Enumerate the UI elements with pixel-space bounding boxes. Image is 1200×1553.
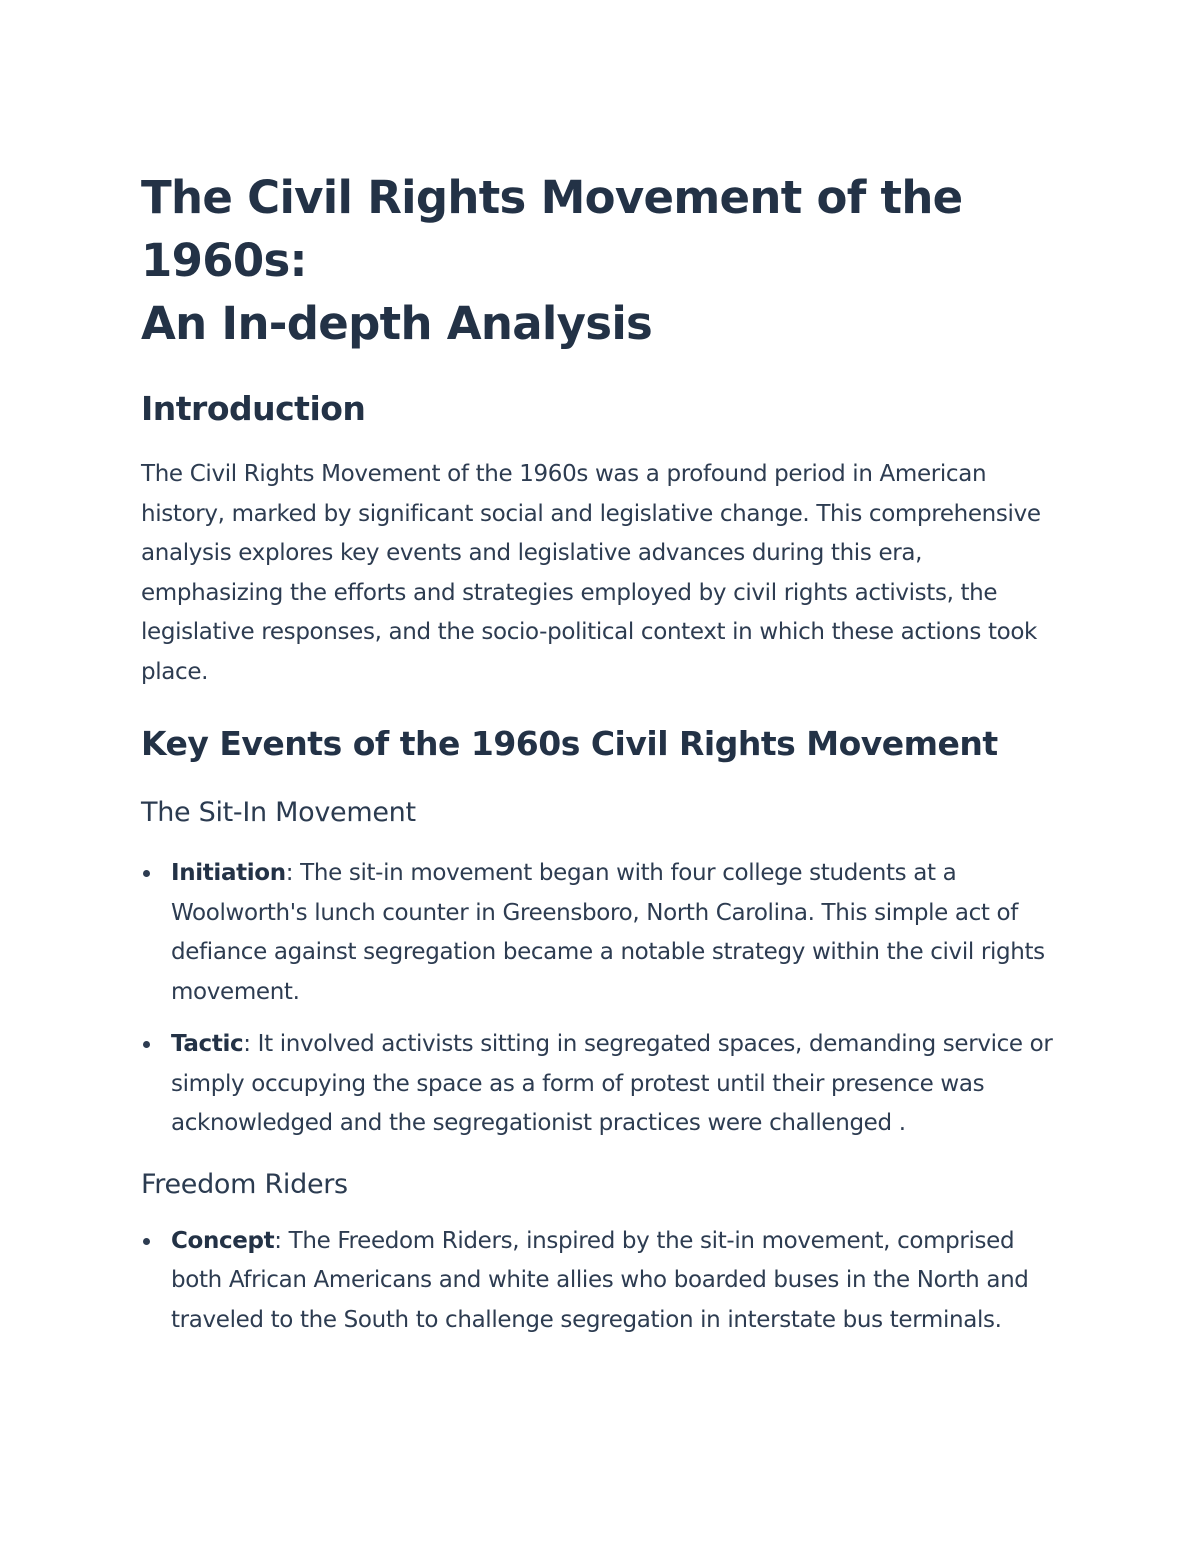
- introduction-paragraph: The Civil Rights Movement of the 1960s was a profound period in American history, marked by significant social and legislative change. This comprehensive analysis explores key events and legislative advances during this era, emphasizing the efforts and strategies employed by civil rights activists, the legislative responses, and the socio-political context in which these actions took place.: [141, 461, 1041, 685]
- bullet-icon: [143, 1041, 150, 1048]
- list-item: [141, 1222, 1066, 1341]
- list-item: [141, 854, 1066, 1012]
- key-events-heading: Key Events of the 1960s Civil Rights Movement: [141, 724, 998, 763]
- sit-in-heading: The Sit-In Movement: [141, 797, 416, 828]
- title-line-1: The Civil Rights Movement of the 1960s:: [141, 171, 963, 287]
- list-item-term: Initiation: [171, 860, 286, 886]
- bullet-icon: [143, 870, 150, 877]
- document-page: [141, 166, 1066, 1340]
- title-line-2: An In-depth Analysis: [141, 297, 653, 350]
- sit-in-list: [141, 854, 1066, 1144]
- list-item-text: : It involved activists sitting in segregated spaces, demanding service or simply occupying the space as a form of protest until their presence was acknowledged and the segregationist practices were challenged .: [171, 1031, 1053, 1136]
- freedom-riders-heading: Freedom Riders: [141, 1168, 348, 1200]
- list-item-text: : The sit-in movement began with four college students at a Woolworth's lunch counter in Greensboro, North Carolina. This simple act of defiance against segregation became a notable strategy within the civil rights movement.: [171, 860, 1045, 1005]
- freedom-riders-list: [141, 1222, 1066, 1341]
- list-item: [141, 1025, 1066, 1144]
- list-item-term: Concept: [171, 1227, 275, 1254]
- document-title: [141, 166, 1066, 355]
- list-item-text: : The Freedom Riders, inspired by the sit-in movement, comprised both African Americans and white allies who boarded buses in the North and traveled to the South to challenge segregation in interstate bus terminals.: [171, 1227, 1029, 1333]
- bullet-icon: [143, 1238, 150, 1245]
- list-item-term: Tactic: [171, 1031, 244, 1057]
- introduction-heading: Introduction: [141, 389, 366, 428]
